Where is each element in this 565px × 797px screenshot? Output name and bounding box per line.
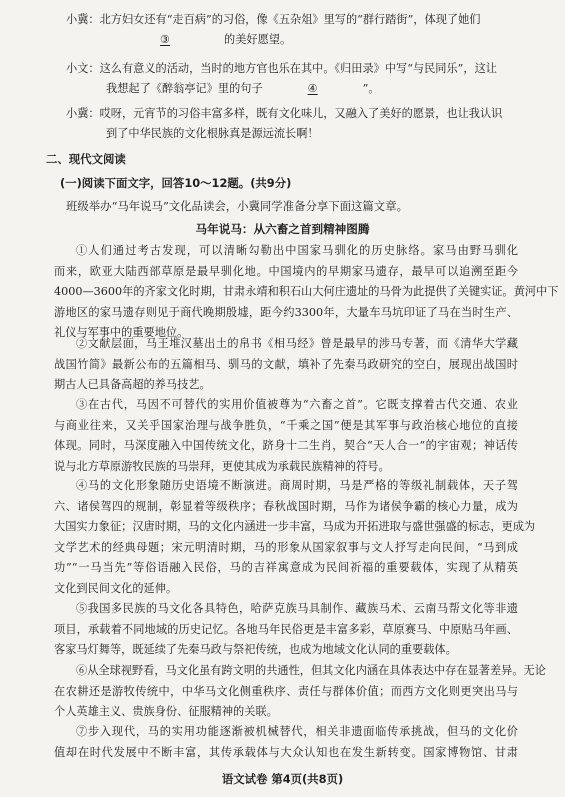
- paragraph-line: 体现。同时，马深度融入中国传统文化，跻身十二生肖，契合“天人合一”的宇宙观；神话传: [54, 439, 518, 453]
- paragraph-line: 而来，欧亚大陆西部草原是最早驯化地。中国境内的早期家马遗存，最早可以追溯至距今: [54, 264, 518, 278]
- intro-text: 班级举办“马年说马”文化品读会，小冀同学准备分享下面这篇文章。: [66, 199, 408, 213]
- paragraph-line: 期古人已具备高超的养马技艺。: [54, 378, 211, 392]
- section-heading: 二、现代文阅读: [46, 152, 126, 166]
- dialogue-line: 小冀：哎呀，元宵节的习俗丰富多样，既有文化味儿，又融入了美好的愿景，也让我认识: [66, 107, 503, 120]
- dialogue-line: 小文：这么有意义的活动，当时的地方官也乐在其中。《归田录》中写“与民同乐”，这让: [66, 62, 497, 75]
- dialogue-xiaoji-2: [66, 104, 541, 144]
- paragraph-line: 大国实力象征；汉唐时期，马的文化内涵进一步丰富，马成为开拓进取与盛世强盛的标志，更成为: [54, 520, 536, 534]
- article-paragraph: [54, 241, 559, 344]
- paragraph-line: 在农耕还是游牧传统中，中华马文化侧重秩序、责任与群体价值；而西方文化则更突出马与: [54, 684, 518, 698]
- article-paragraph: [54, 395, 518, 477]
- paragraph-line: 战国竹简》最新公布的五篇相马、驯马的文献，填补了先秦马政研究的空白，展现出战国时: [54, 357, 518, 371]
- paragraph-line: 项目，承载着不同地域的历史记忆。各地马年民俗更是丰富多彩，草原赛马、中原贴马年画、: [54, 622, 518, 636]
- dialogue-line: 到了中华民族的文化根脉真是源远流长啊！: [106, 127, 319, 140]
- paragraph-line: 功”“一马当先”等俗语融入民俗，马的吉祥寓意成为民间祈福的重要载体，实现了从精英: [54, 561, 518, 575]
- paragraph-line: 文学艺术的经典母题；宋元明清时期，马的形象从国家叙事与文人抒写走向民间，“马到成: [54, 540, 518, 554]
- paragraph-line: 4000—3600年的齐家文化时期，甘肃永靖和积石山大何庄遗址的马骨为此提供了关键实证。黄河中下: [54, 285, 559, 299]
- article-paragraph: [54, 476, 536, 600]
- dialogue-xiaowen: [66, 59, 541, 99]
- paragraph-line: 文化到民间文化的延伸。: [54, 581, 178, 595]
- sub-heading: (一)阅读下面文字，回答10～12题。(共9分): [60, 176, 292, 190]
- paragraph-line: 客家马灯舞等，既延续了先秦马政与祭祀传统，也成为地域文化认同的重要载体。: [54, 643, 457, 657]
- paragraph-line: 值却在时代发展中不断丰富，其传承载体与大众认知也在发生新转变。国家博物馆、甘肃: [54, 745, 518, 759]
- paragraph-line: ①人们通过考古发现，可以清晰勾勒出中国家马驯化的历史脉络。家马由野马驯化: [76, 244, 518, 257]
- dialogue-line: 小冀：北方妇女还有“走百病”的习俗，像《五杂俎》里写的“群行踏街”，体现了她们: [66, 13, 481, 26]
- paragraph-line: 个人英雄主义、贵族身份、征服精神的关联。: [54, 705, 278, 719]
- answer-blank-3[interactable]: ③: [159, 33, 171, 46]
- paragraph-line: 六、诸侯驾四的规制，彰显着等级秩序；春秋战国时期，马作为诸侯争霸的核心力量，成为: [54, 499, 518, 513]
- dialogue-line: 我想起了《醉翁亭记》里的句子 ④ ”。: [106, 79, 541, 99]
- article-paragraph: [54, 334, 518, 396]
- page-footer: 语文试卷 第4页(共8页): [221, 772, 344, 786]
- paragraph-line: ③在古代，马因不可替代的实用价值被尊为“六畜之首”。它既支撑着古代交通、农业: [76, 398, 518, 411]
- article-paragraph: [54, 599, 518, 661]
- dialogue-line: ③ 的美好愿望。: [106, 30, 541, 50]
- answer-blank-4[interactable]: ④: [307, 82, 318, 95]
- article-title: 马年说马：从六畜之首到精神图腾: [195, 222, 370, 236]
- paragraph-line: 游地区的家马遗存则见于商代晚期殷墟，距今约3300年，大量车马坑印证了马在当时生产、: [54, 305, 518, 319]
- paragraph-line: ⑥从全球视野看，马文化虽有跨文明的共通性，但其文化内涵在具体表达中存在显著差异。无论: [76, 664, 546, 677]
- paragraph-line: ⑤我国多民族的马文化各具特色，哈萨克族马具制作、藏族马术、云南马帮文化等非遗: [76, 602, 518, 615]
- paragraph-line: ②文献层面，马王堆汉墓出土的帛书《相马经》曾是最早的涉马专著，而《清华大学藏: [76, 337, 518, 350]
- paragraph-line: 礼仪与军事中的重要地位。: [54, 326, 189, 340]
- dialogue-xiaoji-1: [66, 10, 541, 50]
- article-paragraph: [54, 661, 546, 723]
- article-paragraph: [54, 722, 518, 763]
- paragraph-line: ⑦步入现代，马的实用功能逐渐被机械替代，相关非遗面临传承挑战，但马的文化价: [76, 725, 518, 738]
- paragraph-line: ④马的文化形象随历史语境不断演进。商周时期，马是严格的等级礼制载体，天子驾: [76, 479, 518, 492]
- paragraph-line: 说与北方草原游牧民族的马崇拜，更使其成为承载民族精神的符号。: [54, 459, 390, 473]
- paragraph-line: 与商业往来，又关乎国家治理与战争胜负，“千乘之国”便是其军事与政治核心地位的直接: [54, 418, 518, 432]
